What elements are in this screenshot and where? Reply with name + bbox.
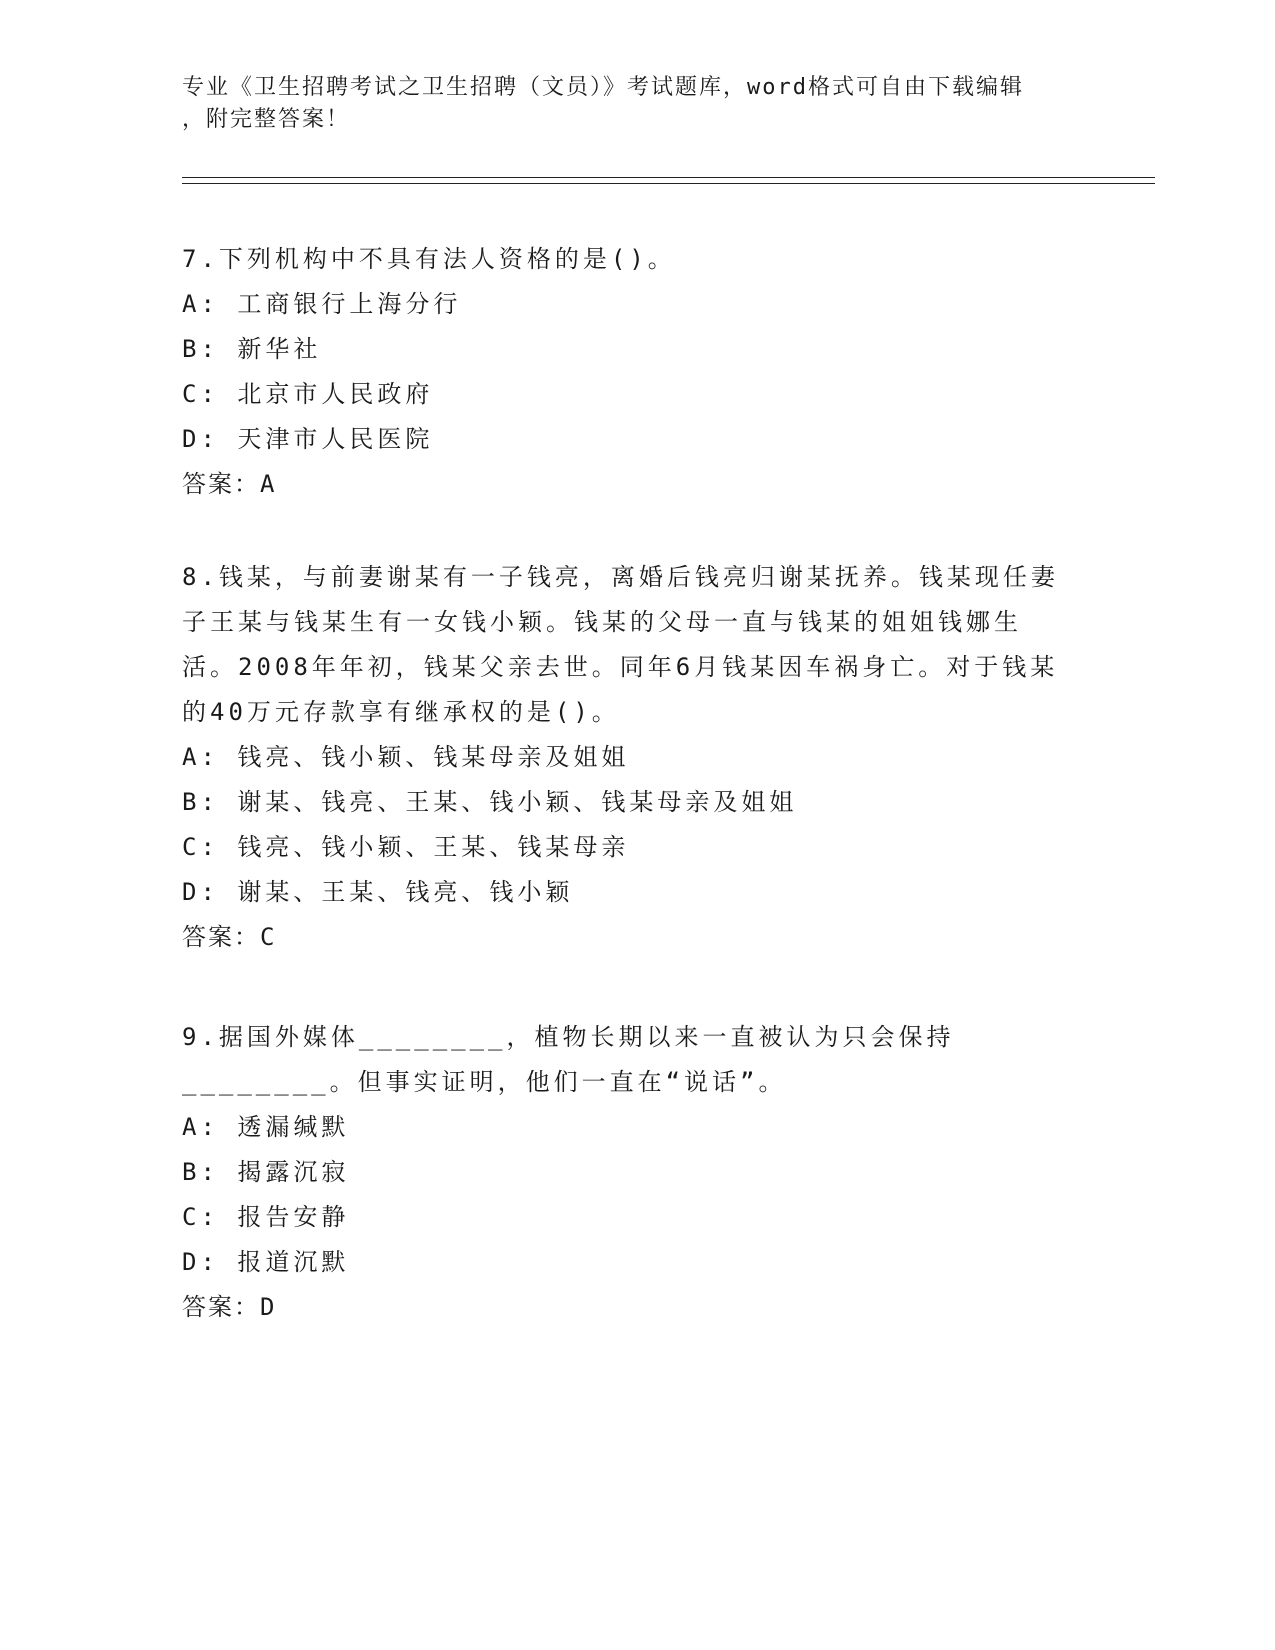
option-a: A: 工商银行上海分行 (182, 290, 462, 318)
option-a: A: 钱亮、钱小颖、钱某母亲及姐姐 (182, 743, 630, 771)
option-b: B: 谢某、钱亮、王某、钱小颖、钱某母亲及姐姐 (182, 788, 798, 816)
option-b: B: 揭露沉寂 (182, 1158, 350, 1186)
header-rule-top (182, 177, 1155, 178)
answer-label: 答案：A (182, 470, 277, 498)
question-stem: 7.下列机构中不具有法人资格的是()。 (182, 245, 676, 273)
option-c: C: 钱亮、钱小颖、王某、钱某母亲 (182, 833, 630, 861)
document-header: 专业《卫生招聘考试之卫生招聘（文员）》考试题库，word格式可自由下载编辑 ，附完整答案！ (182, 75, 1024, 132)
answer-label: 答案：D (182, 1293, 277, 1321)
question-8 (182, 555, 1062, 960)
answer-label: 答案：C (182, 923, 277, 951)
question-7 (182, 237, 1062, 507)
question-stem: 8.钱某，与前妻谢某有一子钱亮，离婚后钱亮归谢某抚养。钱某现任妻子王某与钱某生有一女钱小颖。钱某的父母一直与钱某的姐姐钱娜生活。2008年年初，钱某父亲去世。同年6月钱某因车祸身亡。对于钱某的40万元存款享有继承权的是()。 (182, 563, 1059, 726)
header-rule-bottom (182, 183, 1155, 184)
option-a: A: 透漏缄默 (182, 1113, 350, 1141)
option-d: D: 报道沉默 (182, 1248, 350, 1276)
question-9 (182, 1015, 1062, 1330)
option-c: C: 北京市人民政府 (182, 380, 434, 408)
option-d: D: 天津市人民医院 (182, 425, 434, 453)
question-stem: 9.据国外媒体________，植物长期以来一直被认为只会保持________。但事实证明，他们一直在“说话”。 (182, 1023, 955, 1096)
option-d: D: 谢某、王某、钱亮、钱小颖 (182, 878, 574, 906)
option-c: C: 报告安静 (182, 1203, 350, 1231)
option-b: B: 新华社 (182, 335, 322, 363)
